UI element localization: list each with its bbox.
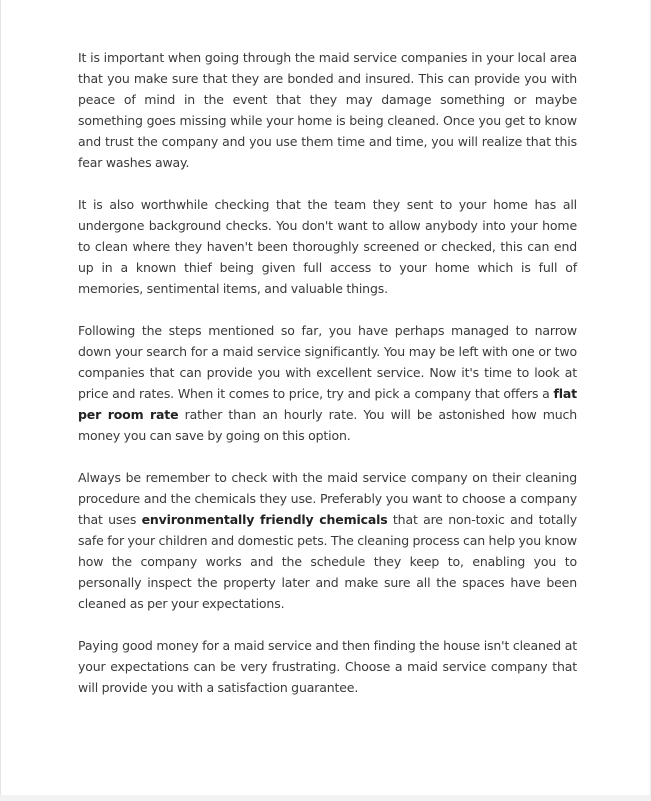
- paragraph-4-text-end: that are non-toxic and totally safe for your children and domestic pets. The cleaning process can help you know how the company works and the schedule they keep to, enabling you to personally inspect the property later and make sure all the spaces have been cleaned as per your expectations.: [78, 512, 577, 611]
- paragraph-5: [78, 635, 577, 698]
- paragraph-5-text: Paying good money for a maid service and then finding the house isn't cleaned at your expectations can be very frustrating. Choose a maid service company that will provide you with a satisfaction guarantee.: [78, 638, 577, 695]
- paragraph-3: [78, 320, 577, 446]
- document-body: [78, 47, 577, 719]
- paragraph-3-text-start: Following the steps mentioned so far, you have perhaps managed to narrow down your search for a maid service significantly. You may be left with one or two companies that can provide you with excellent service. Now it's time to look at price and rates. When it comes to price, try and pick a company that offers a: [78, 323, 577, 401]
- paragraph-1: [78, 47, 577, 173]
- flat-rate-emphasis: flat per room rate: [78, 386, 577, 422]
- paragraph-4: [78, 467, 577, 614]
- paragraph-2: [78, 194, 577, 299]
- paragraph-4-text-start: Always be remember to check with the maid service company on their cleaning procedure and the chemicals they use. Preferably you want to choose a company that uses: [78, 470, 577, 527]
- page-left-edge: [0, 0, 1, 801]
- paragraph-3-text-end: rather than an hourly rate. You will be astonished how much money you can save by going on this option.: [78, 407, 577, 443]
- page-bottom-edge: [0, 795, 651, 801]
- paragraph-2-text: It is also worthwhile checking that the team they sent to your home has all undergone background checks. You don't want to allow anybody into your home to clean where they haven't been thoroughly screened or checked, this can end up in a known thief being given full access to your home which is full of memories, sentimental items, and valuable things.: [78, 197, 577, 296]
- eco-chemicals-emphasis: environmentally friendly chemicals: [141, 512, 388, 527]
- paragraph-1-text: It is important when going through the maid service companies in your local area that you make sure that they are bonded and insured. This can provide you with peace of mind in the event that they may damage something or maybe something goes missing while your home is being cleaned. Once you get to know and trust the company and you use them time and time, you will realize that this fear washes away.: [78, 50, 577, 170]
